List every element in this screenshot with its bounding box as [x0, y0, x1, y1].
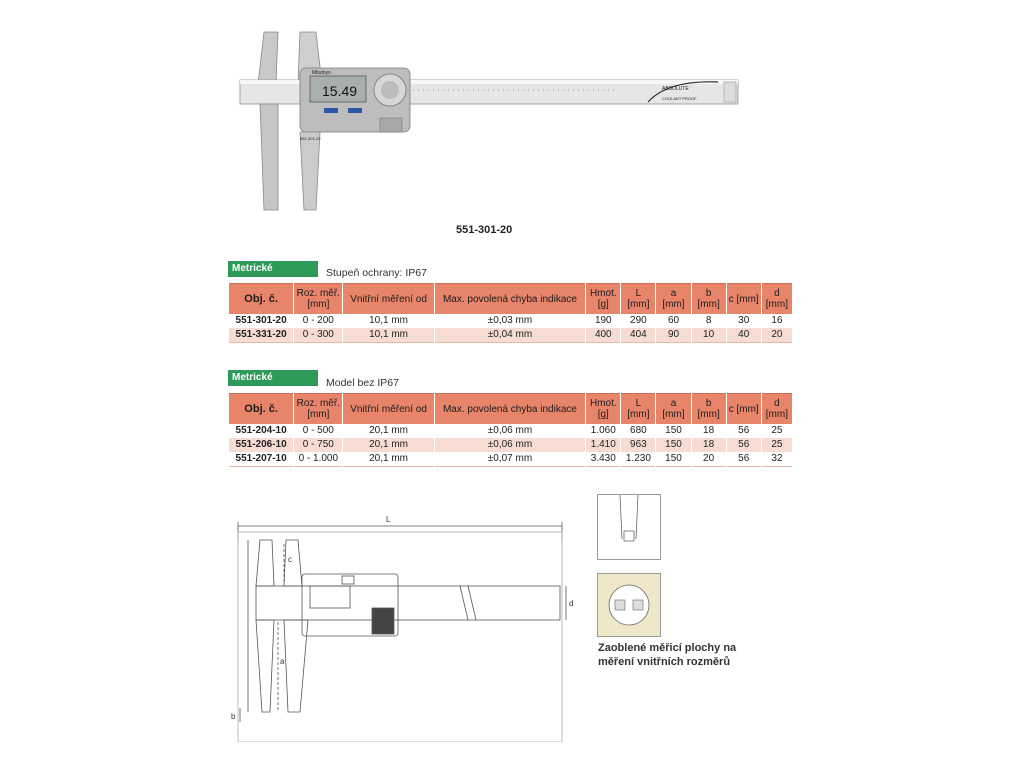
table-cell: 404: [621, 328, 655, 343]
column-header: Obj. č.: [229, 283, 293, 314]
table-cell: 20: [692, 452, 726, 467]
table-cell: ±0,04 mm: [435, 328, 586, 343]
table-cell: 0 - 200: [294, 314, 342, 328]
photo-brand: Mitutoyo: [312, 70, 331, 76]
column-header: Max. povolená chyba indikace: [435, 283, 586, 314]
table-cell: 10,1 mm: [343, 328, 433, 343]
rounded-face-drawing: [598, 574, 660, 636]
table-cell: 90: [656, 328, 690, 343]
caliper-technical-drawing: [228, 512, 578, 742]
table1-tag: Metrické: [228, 261, 318, 277]
order-number-cell: 551-301-20: [229, 314, 293, 328]
table-cell: 40: [727, 328, 761, 343]
column-header: b [mm]: [692, 283, 726, 314]
table-cell: 18: [692, 424, 726, 438]
table-cell: 20,1 mm: [343, 424, 433, 438]
table-cell: 32: [762, 452, 792, 467]
table-cell: 400: [586, 328, 620, 343]
drawing-label-d: d: [569, 599, 574, 608]
column-header: Vnitřní měření od: [343, 393, 433, 424]
table-row: [229, 328, 792, 343]
column-header: Hmot. [g]: [586, 283, 620, 314]
order-number-cell: 551-331-20: [229, 328, 293, 343]
column-header: a [mm]: [656, 393, 690, 424]
column-header: Max. povolená chyba indikace: [435, 393, 586, 424]
column-header: Hmot. [g]: [586, 393, 620, 424]
table-cell: 680: [621, 424, 655, 438]
table-cell: 290: [621, 314, 655, 328]
table-cell: ±0,06 mm: [435, 438, 586, 452]
table-cell: 10,1 mm: [343, 314, 433, 328]
column-header: d [mm]: [762, 393, 792, 424]
table-row: [229, 438, 792, 452]
column-header: d [mm]: [762, 283, 792, 314]
table-cell: 190: [586, 314, 620, 328]
table-cell: 8: [692, 314, 726, 328]
table1-note: Stupeň ochrany: IP67: [326, 267, 427, 279]
table-cell: 16: [762, 314, 792, 328]
table-cell: 60: [656, 314, 690, 328]
table-cell: 20,1 mm: [343, 452, 433, 467]
photo-model: 551-301-20: [300, 136, 321, 141]
column-header: c [mm]: [727, 393, 761, 424]
table-cell: 1.230: [621, 452, 655, 467]
table-cell: ±0,07 mm: [435, 452, 586, 467]
rounded-face-detail-box: [597, 573, 661, 637]
column-header: b [mm]: [692, 393, 726, 424]
drawing-label-a: a: [280, 657, 285, 666]
table-row: [229, 424, 792, 438]
photo-ip-label: COOLANT PROOF: [662, 96, 697, 101]
column-header: c [mm]: [727, 283, 761, 314]
table-cell: 150: [656, 424, 690, 438]
table-cell: 3.430: [586, 452, 620, 467]
table-row: [229, 314, 792, 328]
table-cell: 20,1 mm: [343, 438, 433, 452]
table-cell: 10: [692, 328, 726, 343]
table-cell: 25: [762, 424, 792, 438]
table-cell: 1.060: [586, 424, 620, 438]
photo-caption: 551-301-20: [456, 224, 513, 236]
column-header: Roz. měř. [mm]: [294, 283, 342, 314]
table-cell: 56: [727, 438, 761, 452]
table-cell: ±0,03 mm: [435, 314, 586, 328]
column-header: Obj. č.: [229, 393, 293, 424]
drawing-label-c: c: [288, 555, 292, 564]
table-cell: 150: [656, 438, 690, 452]
order-number-cell: 551-207-10: [229, 452, 293, 467]
drawing-label-b: b: [231, 712, 236, 721]
table-cell: 20: [762, 328, 792, 343]
table-cell: 56: [727, 452, 761, 467]
order-number-cell: 551-204-10: [229, 424, 293, 438]
table-cell: 56: [727, 424, 761, 438]
rounded-face-note: Zaoblené měřicí plochy na měření vnitřních rozměrů: [598, 642, 737, 668]
photo-scale-mark: ABSOLUTE: [662, 86, 689, 92]
column-header: L [mm]: [621, 283, 655, 314]
table-cell: 0 - 1.000: [294, 452, 342, 467]
table-cell: 963: [621, 438, 655, 452]
column-header: L [mm]: [621, 393, 655, 424]
table-cell: 1.410: [586, 438, 620, 452]
caliper-photo: [238, 28, 744, 218]
spec-table-no-ip67: [228, 393, 793, 467]
table-cell: 0 - 300: [294, 328, 342, 343]
column-header: Roz. měř. [mm]: [294, 393, 342, 424]
order-number-cell: 551-206-10: [229, 438, 293, 452]
jaw-detail-box: [597, 494, 661, 560]
drawing-label-L: L: [386, 515, 391, 524]
table-cell: 0 - 500: [294, 424, 342, 438]
table-cell: 0 - 750: [294, 438, 342, 452]
table-row: [229, 452, 792, 467]
table2-note: Model bez IP67: [326, 377, 399, 389]
column-header: a [mm]: [656, 283, 690, 314]
table-cell: ±0,06 mm: [435, 424, 586, 438]
jaw-detail-drawing: [598, 495, 660, 559]
table2-tag: Metrické: [228, 370, 318, 386]
photo-display: 15.49: [322, 83, 358, 99]
table-cell: 25: [762, 438, 792, 452]
table-cell: 18: [692, 438, 726, 452]
table-cell: 30: [727, 314, 761, 328]
column-header: Vnitřní měření od: [343, 283, 433, 314]
spec-table-ip67: [228, 283, 793, 343]
table-cell: 150: [656, 452, 690, 467]
